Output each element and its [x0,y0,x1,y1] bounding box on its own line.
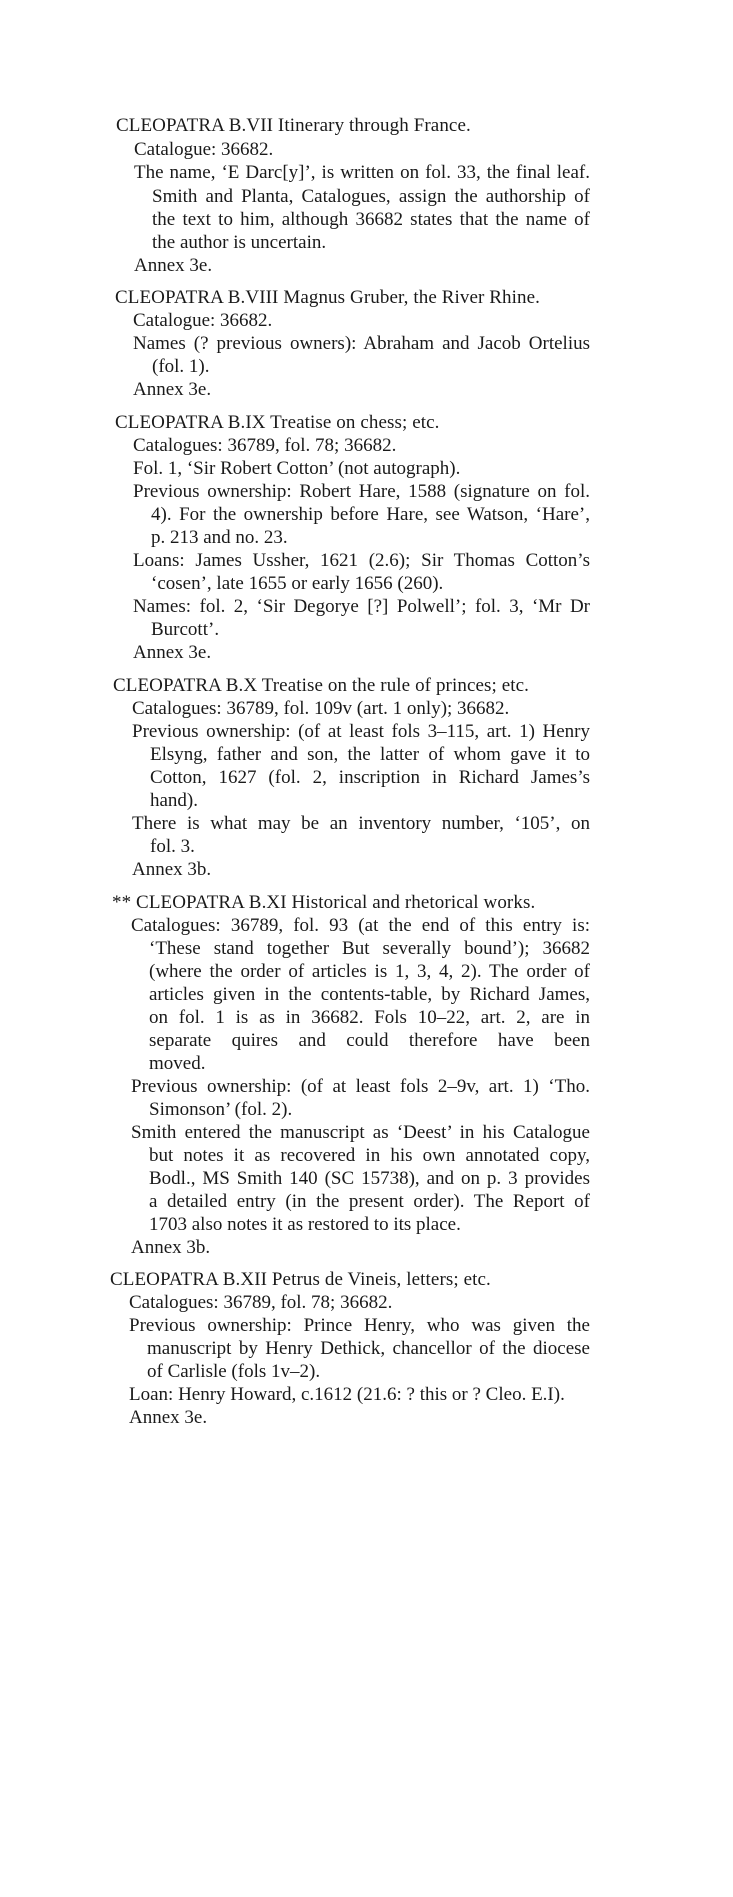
entry-line: Fol. 1, ‘Sir Robert Cotton’ (not autograph). [133,458,461,479]
entry-line: p. 213 and no. 23. [151,527,288,548]
entry-line: Catalogue: 36682. [133,310,273,331]
entry-line: the text to him, although 36682 states that the name of [152,209,590,230]
annex-ref: Annex 3e. [133,379,212,400]
annex-ref: Annex 3e. [129,1407,208,1428]
entry-line: Previous ownership: (of at least fols 3–115, art. 1) Henry [132,721,590,742]
entry-line: Catalogues: 36789, fol. 109v (art. 1 only); 36682. [132,698,510,719]
annex-ref: Annex 3e. [134,255,213,276]
entry-line: Smith and Planta, Catalogues, assign the authorship of [152,186,590,207]
entry-line: on fol. 1 is as in 36682. Fols 10–22, art. 2, are in [149,1007,590,1028]
entry-line: 4). For the ownership before Hare, see Watson, ‘Hare’, [151,504,590,525]
entry-line: The name, ‘E Darc[y]’, is written on fol. 33, the final leaf. [134,162,590,183]
entry-line: Catalogues: 36789, fol. 93 (at the end of this entry is: [131,915,590,936]
entry-line: Previous ownership: Prince Henry, who was given the [129,1315,590,1336]
entry-title: CLEOPATRA B.VIII Magnus Gruber, the River Rhine. [115,287,540,308]
entry-line: Simonson’ (fol. 2). [149,1099,293,1120]
annex-ref: Annex 3b. [132,859,212,880]
entry-title: CLEOPATRA B.IX Treatise on chess; etc. [115,412,440,433]
entry-line: Loan: Henry Howard, c.1612 (21.6: ? this or ? Cleo. E.I). [129,1384,565,1405]
entry-line: Smith entered the manuscript as ‘Deest’ in his Catalogue [131,1122,590,1143]
entry-line: of Carlisle (fols 1v–2). [147,1361,321,1382]
entry-line: fol. 3. [150,836,195,857]
entry-line: (fol. 1). [152,356,210,377]
entry-line: moved. [149,1053,206,1074]
entry-title: CLEOPATRA B.VII Itinerary through France. [116,115,471,136]
entry-line: ‘These stand together But severally bound’); 36682 [149,938,590,959]
entry-line: ‘cosen’, late 1655 or early 1656 (260). [151,573,444,594]
entry-line: Previous ownership: (of at least fols 2–9v, art. 1) ‘Tho. [131,1076,590,1097]
entry-title: CLEOPATRA B.X Treatise on the rule of princes; etc. [113,675,530,696]
entry-line: Catalogue: 36682. [134,139,274,160]
entry-line: 1703 also notes it as restored to its place. [149,1214,461,1235]
entry-line: There is what may be an inventory number, ‘105’, on [132,813,590,834]
entry-line: a detailed entry (in the present order). The Report of [149,1191,590,1212]
entry-line: Catalogues: 36789, fol. 78; 36682. [129,1292,393,1313]
entry-line: Elsyng, father and son, the latter of whom gave it to [150,744,590,765]
annex-ref: Annex 3b. [131,1237,211,1258]
entry-line: Previous ownership: Robert Hare, 1588 (signature on fol. [133,481,590,502]
entry-line: articles given in the contents-table, by Richard James, [149,984,590,1005]
entry-title: ** CLEOPATRA B.XI Historical and rhetorical works. [112,892,536,913]
entry-line: (where the order of articles is 1, 3, 4, 2). The order of [149,961,590,982]
entry-line: hand). [150,790,199,811]
entry-line: Names (? previous owners): Abraham and Jacob Ortelius [133,333,590,354]
entry-line: but notes it as recovered in his own annotated copy, [149,1145,590,1166]
entry-line: Catalogues: 36789, fol. 78; 36682. [133,435,397,456]
entry-line: Cotton, 1627 (fol. 2, inscription in Richard James’s [150,767,590,788]
entry-line: Loans: James Ussher, 1621 (2.6); Sir Thomas Cotton’s [133,550,590,571]
entry-line: the author is uncertain. [152,232,327,253]
entry-title: CLEOPATRA B.XII Petrus de Vineis, letters; etc. [110,1269,491,1290]
entry-line: Names: fol. 2, ‘Sir Degorye [?] Polwell’; fol. 3, ‘Mr Dr [133,596,590,617]
entry-line: manuscript by Henry Dethick, chancellor of the diocese [147,1338,590,1359]
entry-line: Bodl., MS Smith 140 (SC 15738), and on p. 3 provides [149,1168,590,1189]
entry-line: separate quires and could therefore have been [149,1030,590,1051]
annex-ref: Annex 3e. [133,642,212,663]
entry-line: Burcott’. [151,619,220,640]
